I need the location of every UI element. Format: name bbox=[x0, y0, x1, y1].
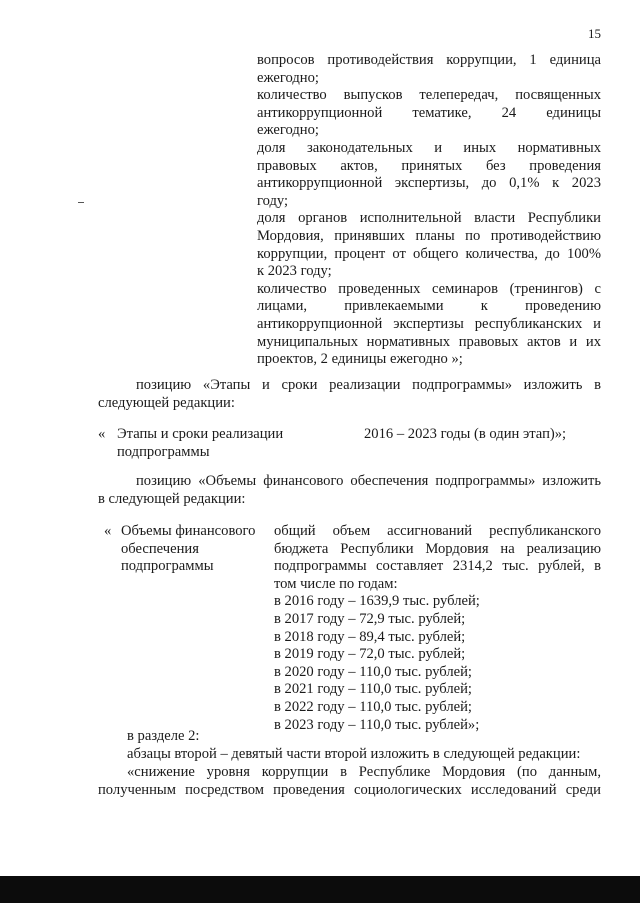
funding-intro-line: бюджета Республики Мордовия на реализацию bbox=[274, 540, 601, 557]
funding-year-line: в 2020 году – 110,0 тыс. рублей; bbox=[274, 663, 472, 680]
indicator-line: ежегодно; bbox=[257, 69, 319, 86]
indicator-line: антикоррупционной экспертизы, до 0,1% к 2023 bbox=[257, 175, 601, 192]
indicator-line: муниципальных нормативных правовых актов и их bbox=[257, 333, 601, 350]
funding-year-line: в 2022 году – 110,0 тыс. рублей; bbox=[274, 698, 472, 715]
indicators-block bbox=[257, 52, 601, 369]
paragraph-line: позицию «Этапы и сроки реализации подпрограммы» изложить в bbox=[136, 377, 601, 393]
indicator-line: количество проведенных семинаров (тренингов) с bbox=[257, 280, 601, 297]
funding-year-line: в 2021 году – 110,0 тыс. рублей; bbox=[274, 681, 472, 698]
funding-label bbox=[121, 523, 255, 576]
funding-details bbox=[274, 523, 601, 734]
stages-label-line: подпрограммы bbox=[117, 443, 210, 460]
indicator-line: доля законодательных и иных нормативных bbox=[257, 139, 601, 156]
indicator-line: проектов, 2 единицы ежегодно »; bbox=[257, 351, 463, 368]
funding-year-line: в 2019 году – 72,0 тыс. рублей; bbox=[274, 646, 466, 663]
indicator-line: доля органов исполнительной власти Республики bbox=[257, 210, 601, 227]
page-number: 15 bbox=[588, 26, 601, 41]
indicator-line: антикоррупционной экспертизы республиканских и bbox=[257, 315, 601, 332]
funding-year-line: в 2017 году – 72,9 тыс. рублей; bbox=[274, 610, 466, 627]
funding-label-line: подпрограммы bbox=[121, 558, 214, 575]
paragraph-stages bbox=[98, 377, 601, 412]
funding-year-line: в 2016 году – 1639,9 тыс. рублей; bbox=[274, 593, 480, 610]
paragraph-line: полученным посредством проведения социологических исследований среди bbox=[98, 781, 601, 798]
indicator-line: Мордовия, принявших планы по противодействию bbox=[257, 227, 601, 244]
stages-value: 2016 – 2023 годы (в один этап)»; bbox=[364, 426, 567, 442]
section2-instruction: абзацы второй – девятый части второй изложить в следующей редакции: bbox=[127, 746, 581, 762]
funding-intro-line: том числе по годам: bbox=[274, 575, 398, 592]
paragraph-line: в следующей редакции: bbox=[98, 490, 246, 507]
paragraph-line: «снижение уровня коррупции в Республике Мордовия (по данным, bbox=[127, 764, 601, 780]
funding-intro-line: общий объем ассигнований республиканского bbox=[274, 523, 601, 539]
indicator-line: правовых актов, принятых без проведения bbox=[257, 157, 601, 174]
funding-year-line: в 2018 году – 89,4 тыс. рублей; bbox=[274, 628, 466, 645]
funding-label-line: обеспечения bbox=[121, 540, 199, 557]
indicator-line: вопросов противодействия коррупции, 1 единица bbox=[257, 52, 601, 68]
indicator-line: коррупции, процент от общего количества, до 100% bbox=[257, 245, 601, 262]
section2-heading: в разделе 2: bbox=[127, 728, 200, 744]
paragraph-funding bbox=[98, 473, 601, 508]
indicator-line: лицами, привлекаемыми к проведению bbox=[257, 298, 601, 315]
open-quote: « bbox=[98, 426, 106, 442]
funding-year-line: в 2023 году – 110,0 тыс. рублей»; bbox=[274, 716, 480, 733]
stages-label bbox=[117, 426, 283, 461]
indicator-line: к 2023 году; bbox=[257, 263, 332, 280]
funding-intro-line: подпрограммы составляет 2314,2 тыс. рублей, в bbox=[274, 558, 601, 575]
scan-artifact bbox=[78, 202, 84, 203]
paragraph-line: следующей редакции: bbox=[98, 394, 235, 411]
section2-quote bbox=[98, 764, 601, 799]
indicator-line: количество выпусков телепередач, посвященных bbox=[257, 87, 601, 104]
funding-label-line: Объемы финансового bbox=[121, 523, 256, 539]
indicator-line: ежегодно; bbox=[257, 122, 319, 139]
stages-label-line: Этапы и сроки реализации bbox=[117, 426, 284, 442]
paragraph-line: позицию «Объемы финансового обеспечения подпрограммы» изложить bbox=[136, 473, 601, 489]
indicator-line: антикоррупционной тематике, 24 единицы bbox=[257, 104, 601, 121]
indicator-line: году; bbox=[257, 192, 289, 209]
open-quote: « bbox=[104, 523, 112, 539]
scan-bottom-edge bbox=[0, 876, 640, 903]
